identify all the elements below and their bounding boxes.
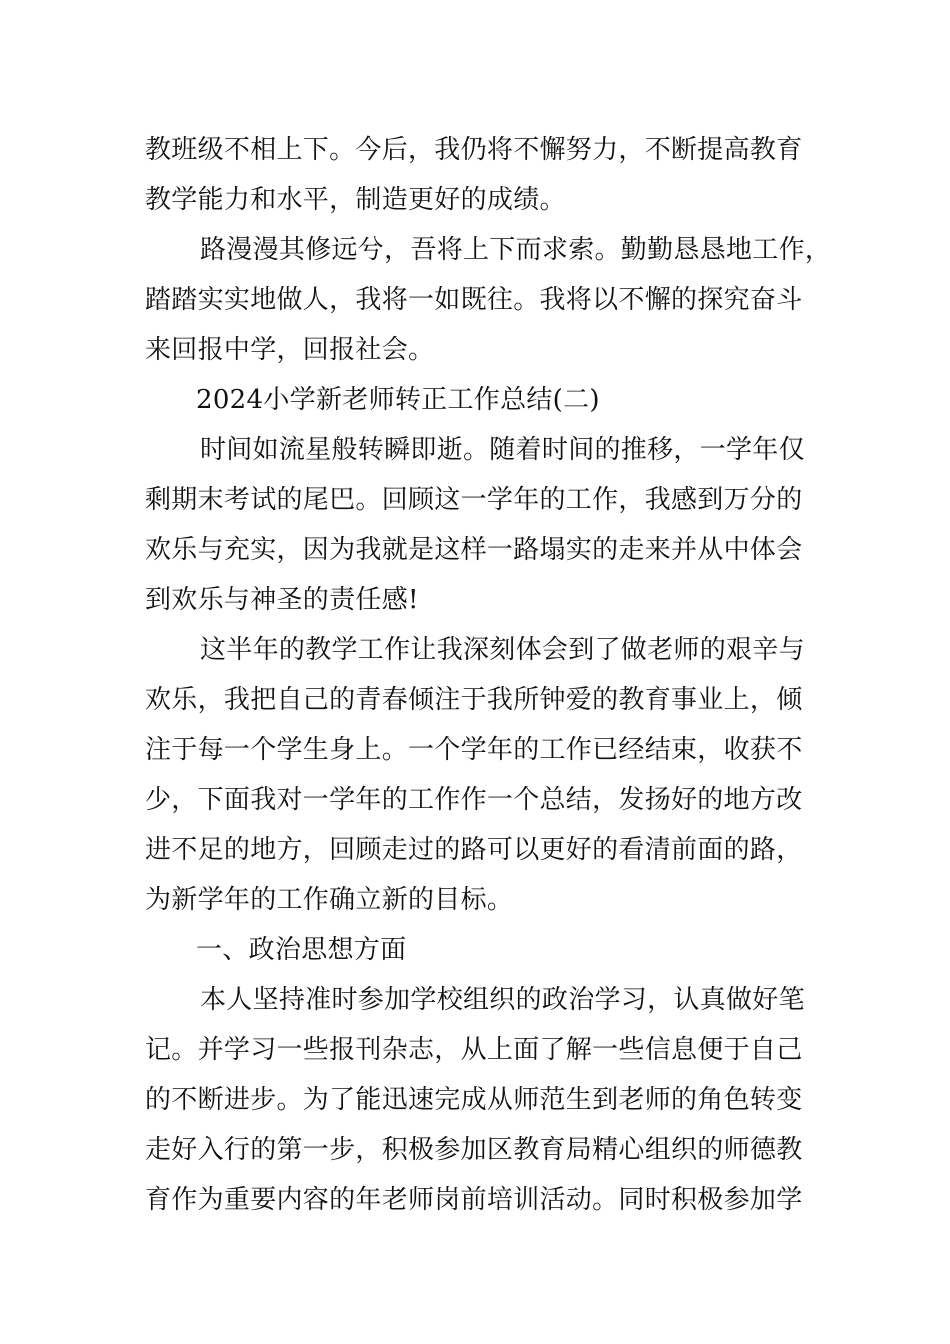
text-line: 记。并学习一些报刊杂志，从上面了解一些信息便于自己 — [145, 1035, 803, 1065]
paragraph-first-line: 本人坚持准时参加学校组织的政治学习，认真做好笔 — [200, 985, 805, 1015]
text-line: 欢乐，我把自己的青春倾注于我所钟爱的教育事业上，倾 — [145, 685, 803, 715]
text-line: 教学能力和水平，制造更好的成绩。 — [145, 185, 566, 215]
text-line: 为新学年的工作确立新的目标。 — [145, 885, 514, 915]
section-heading: 一、政治思想方面 — [196, 935, 407, 965]
text-line: 来回报中学，回报社会。 — [145, 335, 435, 365]
text-line: 的不断进步。为了能迅速完成从师范生到老师的角色转变 — [145, 1085, 803, 1115]
text-line: 育作为重要内容的年老师岗前培训活动。同时积极参加学 — [145, 1185, 803, 1215]
text-line: 教班级不相上下。今后，我仍将不懈努力，不断提高教育 — [145, 135, 803, 165]
paragraph-first-line: 时间如流星般转瞬即逝。随着时间的推移，一学年仅 — [200, 435, 805, 465]
text-line: 进不足的地方，回顾走过的路可以更好的看清前面的路， — [145, 835, 803, 865]
paragraph-first-line: 这半年的教学工作让我深刻体会到了做老师的艰辛与 — [200, 635, 805, 665]
text-line: 到欢乐与神圣的责任感! — [145, 585, 419, 615]
text-line: 走好入行的第一步，积极参加区教育局精心组织的师德教 — [145, 1135, 803, 1165]
section-title: 2024小学新老师转正工作总结(二) — [196, 385, 600, 415]
text-line: 少，下面我对一学年的工作作一个总结，发扬好的地方改 — [145, 785, 803, 815]
text-line: 注于每一个学生身上。一个学年的工作已经结束，收获不 — [145, 735, 803, 765]
text-line: 踏踏实实地做人，我将一如既往。我将以不懈的探究奋斗 — [145, 285, 803, 315]
text-line: 剩期末考试的尾巴。回顾这一学年的工作，我感到万分的 — [145, 485, 803, 515]
paragraph-first-line: 路漫漫其修远兮，吾将上下而求索。勤勤恳恳地工作， — [200, 235, 832, 265]
text-line: 欢乐与充实，因为我就是这样一路塌实的走来并从中体会 — [145, 535, 803, 565]
